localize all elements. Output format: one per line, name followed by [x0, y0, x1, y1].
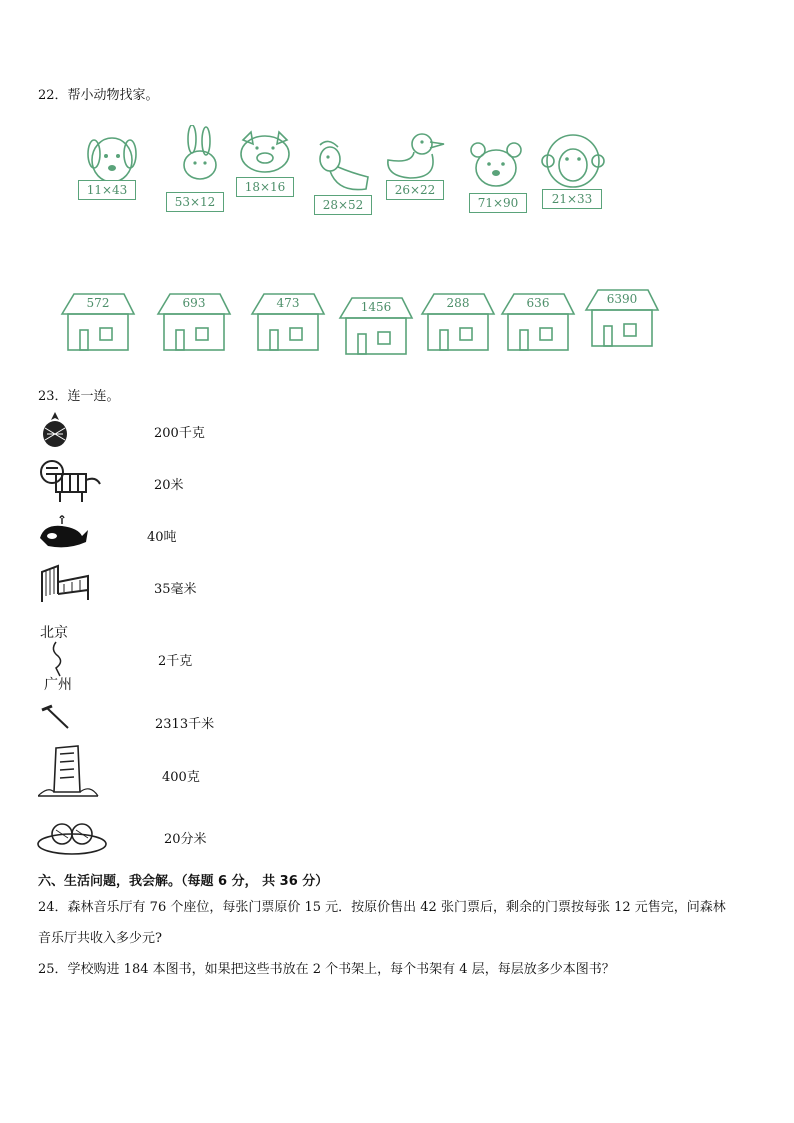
animal-sign: 26×22	[386, 180, 444, 200]
house	[248, 290, 328, 350]
map-beijing-label: 北京	[40, 625, 68, 641]
houses-row	[58, 290, 678, 356]
bed-icon	[38, 562, 94, 606]
house	[336, 294, 416, 354]
house-number: 473	[276, 296, 300, 310]
house-number: 288	[446, 296, 470, 310]
animals-row	[70, 125, 630, 225]
unit-label: 20分米	[164, 832, 207, 847]
house	[154, 290, 234, 350]
goat-icon	[308, 137, 373, 199]
question-23-title: 23．连一连。	[38, 389, 120, 404]
house-number: 6390	[606, 292, 638, 306]
unit-label: 2千克	[158, 654, 193, 669]
house-number: 572	[86, 296, 110, 310]
house	[498, 290, 578, 350]
question-24-line1: 24．森林音乐厅有 76 个座位，每张门票原价 15 元．按原价售出 42 张门票后，剩余的门票按每张 12 元售完，问森林	[38, 900, 726, 915]
dog-icon	[80, 130, 145, 185]
duck-icon	[382, 130, 448, 182]
question-25-text: 25．学校购进 184 本图书，如果把这些书放在 2 个书架上，每个书架有 4 层，每层放多少本图书？	[38, 962, 615, 977]
house-number: 1456	[360, 300, 392, 314]
rabbit-icon	[170, 125, 230, 190]
section-6-title: 六、生活问题，我会解。（每题 6 分， 共 36 分）	[38, 874, 329, 889]
nail-icon	[38, 704, 72, 732]
unit-label: 400克	[162, 770, 200, 785]
route-line-icon	[46, 640, 76, 678]
animal-sign: 11×43	[78, 180, 136, 200]
house-number: 693	[182, 296, 206, 310]
bear-icon	[468, 140, 524, 192]
monkey-icon	[540, 133, 606, 189]
building-icon	[38, 742, 100, 798]
house-number: 636	[526, 296, 550, 310]
animal-sign: 53×12	[166, 192, 224, 212]
unit-label: 20米	[154, 478, 184, 493]
animal-sign: 21×33	[542, 189, 602, 209]
unit-label: 2313千米	[155, 717, 215, 732]
animal-sign: 28×52	[314, 195, 372, 215]
unit-label: 40吨	[147, 530, 177, 545]
animal-sign: 71×90	[469, 193, 527, 213]
question-24-line2: 音乐厅共收入多少元?	[38, 931, 162, 946]
house	[582, 286, 662, 346]
house	[418, 290, 498, 350]
unit-label: 200千克	[154, 426, 205, 441]
tiger-icon	[38, 458, 102, 504]
pig-icon	[235, 130, 295, 180]
unit-label: 35毫米	[154, 582, 197, 597]
map-guangzhou-label: 广州	[44, 677, 72, 693]
question-22-title: 22．帮小动物找家。	[38, 88, 159, 103]
pineapple-icon	[38, 410, 72, 448]
fruit-plate-icon	[36, 816, 108, 856]
whale-icon	[38, 514, 88, 550]
house	[58, 290, 138, 350]
animal-sign: 18×16	[236, 177, 294, 197]
